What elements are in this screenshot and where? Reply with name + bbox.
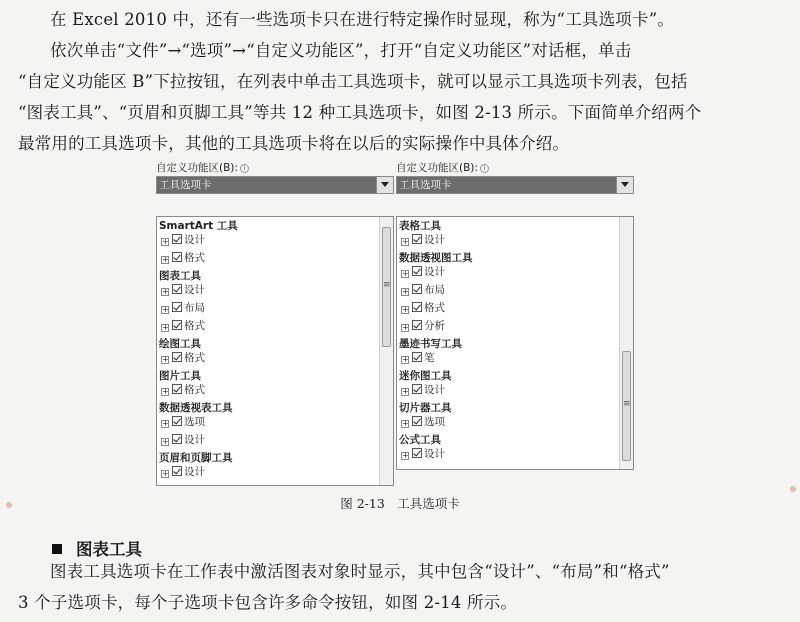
- list-item[interactable]: [159, 251, 377, 269]
- list-item[interactable]: [399, 319, 617, 337]
- list-item[interactable]: [159, 465, 377, 483]
- checkbox-checked-icon[interactable]: [412, 384, 422, 394]
- list-item[interactable]: [159, 351, 377, 369]
- group-header: 数据透视图工具: [399, 252, 473, 264]
- chevron-down-icon[interactable]: [376, 177, 393, 193]
- list-item[interactable]: [399, 233, 617, 251]
- group-header: 表格工具: [399, 220, 441, 232]
- expand-icon[interactable]: +: [402, 419, 409, 428]
- checkbox-checked-icon[interactable]: [412, 320, 422, 330]
- intro-line-2: 依次单击“文件”→“选项”→“自定义功能区”，打开“自定义功能区”对话框，单击: [50, 41, 632, 60]
- list-item[interactable]: [159, 319, 377, 337]
- item-label: 格式: [184, 384, 205, 396]
- intro-line-4: “图表工具”、“页眉和页脚工具”等共 12 种工具选项卡，如图 2-13 所示。下面简单介绍两个: [18, 103, 702, 122]
- item-label: 设计: [184, 466, 205, 478]
- item-label: 格式: [424, 302, 445, 314]
- intro-line-3: “自定义功能区 B”下拉按钮，在列表中单击工具选项卡，就可以显示工具选项卡列表，包括: [18, 72, 688, 91]
- left-scrollbar-thumb[interactable]: [382, 227, 391, 347]
- checkbox-checked-icon[interactable]: [172, 234, 182, 244]
- right-panel-label: 自定义功能区(B): i: [396, 160, 489, 175]
- list-item[interactable]: [399, 415, 617, 433]
- expand-icon[interactable]: +: [402, 323, 409, 332]
- intro-line-5: 最常用的工具选项卡，其他的工具选项卡将在以后的实际操作中具体介绍。: [18, 134, 570, 153]
- right-list-content: [399, 219, 617, 465]
- expand-icon[interactable]: +: [162, 355, 169, 364]
- list-item[interactable]: [399, 283, 617, 301]
- checkbox-checked-icon[interactable]: [172, 320, 182, 330]
- right-tool-tabs-list[interactable]: [396, 216, 634, 470]
- figure-caption: 图 2-13 工具选项卡: [340, 496, 460, 511]
- checkbox-checked-icon[interactable]: [412, 234, 422, 244]
- left-tool-tabs-list[interactable]: [156, 216, 394, 486]
- square-bullet-icon: [52, 544, 62, 554]
- checkbox-checked-icon[interactable]: [172, 302, 182, 312]
- list-item[interactable]: [399, 447, 617, 465]
- expand-icon[interactable]: +: [162, 419, 169, 428]
- checkbox-checked-icon[interactable]: [172, 252, 182, 262]
- item-label: 笔: [424, 352, 435, 364]
- list-item[interactable]: [159, 301, 377, 319]
- checkbox-checked-icon[interactable]: [412, 416, 422, 426]
- checkbox-checked-icon[interactable]: [412, 266, 422, 276]
- expand-icon[interactable]: +: [402, 387, 409, 396]
- expand-icon[interactable]: +: [162, 437, 169, 446]
- left-dropdown-value: 工具选项卡: [157, 177, 376, 193]
- checkbox-checked-icon[interactable]: [172, 284, 182, 294]
- item-label: 设计: [184, 434, 205, 446]
- chevron-down-icon[interactable]: [616, 177, 633, 193]
- info-icon: i: [480, 164, 489, 173]
- checkbox-checked-icon[interactable]: [412, 352, 422, 362]
- group-header: 墨迹书写工具: [399, 338, 462, 350]
- list-item[interactable]: [399, 383, 617, 401]
- left-panel-label: 自定义功能区(B): i: [156, 160, 249, 175]
- expand-icon[interactable]: +: [402, 287, 409, 296]
- checkbox-checked-icon[interactable]: [172, 352, 182, 362]
- group-header: 切片器工具: [399, 402, 452, 414]
- expand-icon[interactable]: +: [162, 469, 169, 478]
- item-label: 选项: [184, 416, 205, 428]
- expand-icon[interactable]: +: [402, 237, 409, 246]
- item-label: 设计: [424, 234, 445, 246]
- expand-icon[interactable]: +: [162, 387, 169, 396]
- item-label: 选项: [424, 416, 445, 428]
- item-label: 设计: [424, 266, 445, 278]
- list-item[interactable]: [159, 283, 377, 301]
- paper-speck: [6, 502, 12, 508]
- right-scrollbar[interactable]: [619, 217, 633, 469]
- checkbox-checked-icon[interactable]: [412, 448, 422, 458]
- expand-icon[interactable]: +: [402, 451, 409, 460]
- section-line-1: 图表工具选项卡在工作表中激活图表对象时显示，其中包含“设计”、“布局”和“格式”: [50, 562, 670, 581]
- checkbox-checked-icon[interactable]: [412, 284, 422, 294]
- item-label: 分析: [424, 320, 445, 332]
- paper-speck: [790, 486, 796, 492]
- section-heading: 图表工具: [52, 536, 142, 560]
- intro-line-1: 在 Excel 2010 中，还有一些选项卡只在进行特定操作时显现，称为“工具选项卡”。: [50, 10, 675, 29]
- left-list-content: [159, 219, 377, 483]
- item-label: 布局: [424, 284, 445, 296]
- item-label: 设计: [184, 234, 205, 246]
- list-item[interactable]: [159, 433, 377, 451]
- section-paragraph: [18, 556, 788, 618]
- list-item[interactable]: [399, 301, 617, 319]
- expand-icon[interactable]: +: [162, 255, 169, 264]
- expand-icon[interactable]: +: [162, 305, 169, 314]
- group-header: SmartArt 工具: [159, 220, 238, 232]
- group-header: 迷你图工具: [399, 370, 452, 382]
- checkbox-checked-icon[interactable]: [172, 416, 182, 426]
- right-customize-ribbon-dropdown[interactable]: [396, 176, 634, 194]
- right-ribbon-panel: [396, 160, 634, 486]
- item-label: 格式: [184, 320, 205, 332]
- expand-icon[interactable]: +: [402, 269, 409, 278]
- expand-icon[interactable]: +: [402, 355, 409, 364]
- list-item[interactable]: [399, 265, 617, 283]
- section-line-2: 3 个子选项卡，每个子选项卡包含许多命令按钮，如图 2-14 所示。: [18, 593, 518, 612]
- group-header: 数据透视表工具: [159, 402, 233, 414]
- item-label: 设计: [424, 448, 445, 460]
- item-label: 布局: [184, 302, 205, 314]
- group-header: 图片工具: [159, 370, 201, 382]
- right-dropdown-value: 工具选项卡: [397, 177, 616, 193]
- right-scrollbar-thumb[interactable]: [622, 351, 631, 461]
- list-item[interactable]: [399, 351, 617, 369]
- list-item[interactable]: [159, 233, 377, 251]
- group-header: 公式工具: [399, 434, 441, 446]
- item-label: 设计: [424, 384, 445, 396]
- checkbox-checked-icon[interactable]: [172, 384, 182, 394]
- expand-icon[interactable]: +: [162, 323, 169, 332]
- expand-icon[interactable]: +: [162, 237, 169, 246]
- left-customize-ribbon-dropdown[interactable]: [156, 176, 394, 194]
- group-header: 图表工具: [159, 270, 201, 282]
- expand-icon[interactable]: +: [402, 305, 409, 314]
- info-icon: i: [240, 164, 249, 173]
- item-label: 格式: [184, 352, 205, 364]
- list-item[interactable]: [159, 383, 377, 401]
- checkbox-checked-icon[interactable]: [412, 302, 422, 312]
- expand-icon[interactable]: +: [162, 287, 169, 296]
- group-header: 绘图工具: [159, 338, 201, 350]
- list-item[interactable]: [159, 415, 377, 433]
- left-scrollbar[interactable]: [379, 217, 393, 485]
- checkbox-checked-icon[interactable]: [172, 466, 182, 476]
- item-label: 格式: [184, 252, 205, 264]
- group-header: 页眉和页脚工具: [159, 452, 233, 464]
- checkbox-checked-icon[interactable]: [172, 434, 182, 444]
- left-ribbon-panel: [156, 160, 394, 486]
- intro-paragraph: [18, 4, 788, 159]
- item-label: 设计: [184, 284, 205, 296]
